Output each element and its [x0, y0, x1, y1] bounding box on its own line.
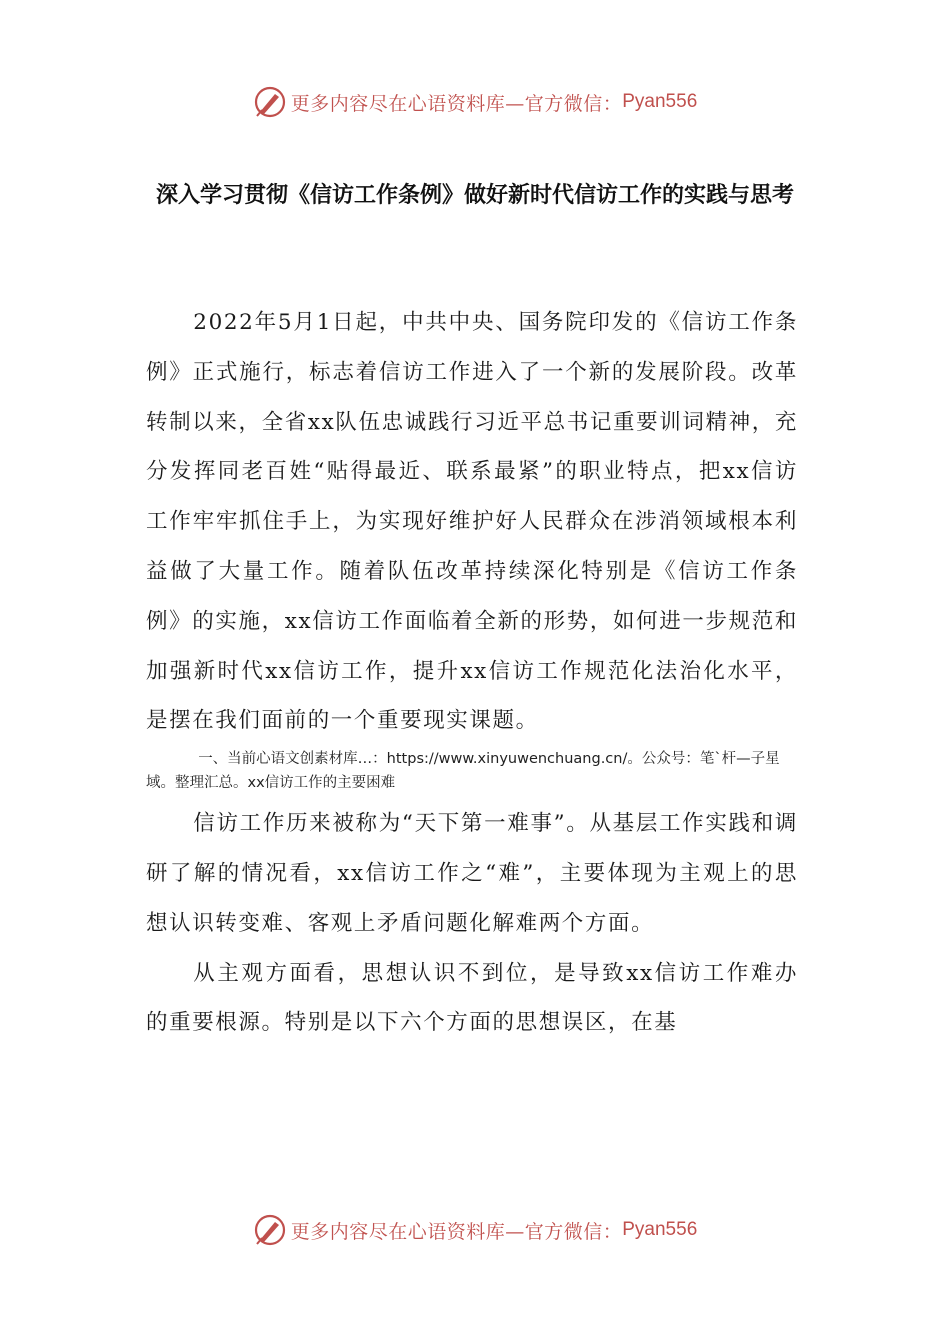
- header-banner: [0, 82, 950, 122]
- banner-text: 更多内容尽在心语资料库—官方微信：: [290, 92, 623, 115]
- footer-banner: [0, 1210, 950, 1250]
- body-paragraph: 从主观方面看，思想认识不到位，是导致xx信访工作难办的重要根源。特别是以下六个方面的思想误区，在基: [146, 960, 798, 1036]
- document-title: 深入学习贯彻《信访工作条例》做好新时代信访工作的实践与思考: [155, 183, 794, 208]
- body-paragraph: 信访工作历来被称为“天下第一难事”。从基层工作实践和调研了解的情况看，xx信访工作之“难”，主要体现为主观上的思想认识转变难、客观上矛盾问题化解难两个方面。: [146, 811, 798, 936]
- document-body: [146, 298, 798, 1048]
- section-heading-note: 一、当前心语文创素材库…：https://www.xinyuwenchuang.cn/。公众号：笔`杆—子星域。整理汇总。xx信访工作的主要困难: [146, 751, 780, 792]
- banner-text: 更多内容尽在心语资料库—官方微信：: [290, 1220, 623, 1243]
- pen-logo-icon: [253, 1213, 287, 1247]
- banner-wechat-id: Pyan556: [622, 91, 698, 112]
- pen-logo-icon: [253, 85, 287, 119]
- banner-wechat-id: Pyan556: [622, 1219, 698, 1240]
- intro-paragraph: 2022年5月1日起，中共中央、国务院印发的《信访工作条例》正式施行，标志着信访工作进入了一个新的发展阶段。改革转制以来，全省xx队伍忠诚践行习近平总书记重要训词精神，充分发挥同老百姓“贴得最近、联系最紧”的职业特点，把xx信访工作牢牢抓住手上，为实现好维护好人民群众在涉消领域根本利益做了大量工作。随着队伍改革持续深化特别是《信访工作条例》的实施，xx信访工作面临着全新的形势，如何进一步规范和加强新时代xx信访工作，提升xx信访工作规范化法治化水平，是摆在我们面前的一个重要现实课题。: [146, 310, 798, 734]
